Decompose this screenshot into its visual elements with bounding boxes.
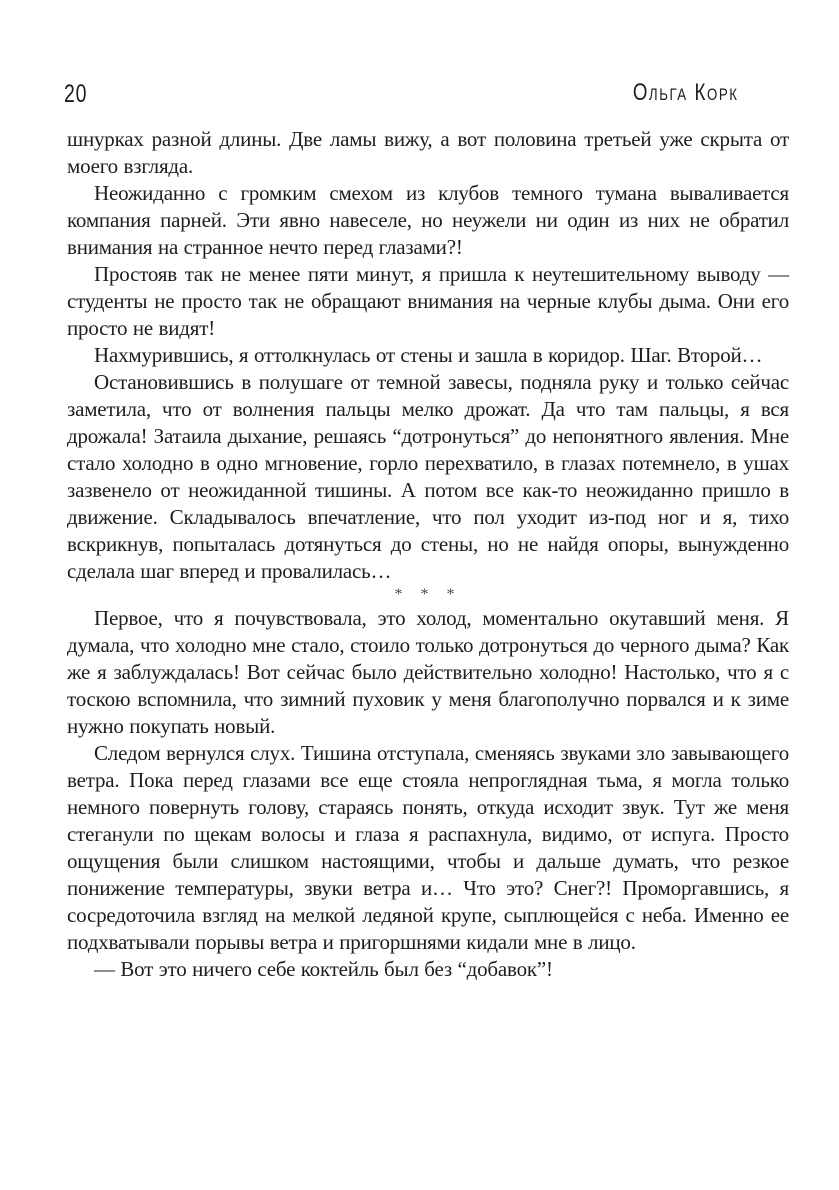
page-number: 20 [64,80,88,108]
running-head-author: Ольга Корк [633,79,739,106]
paragraph: Следом вернулся слух. Тишина отступала, сменяясь звуками зло завывающего ветра. Пока перед глазами все еще стояла непроглядная тьма, я могла только немного повернуть голову, стараясь понять, откуда исходит звук. Тут же меня стеганули по щекам волосы и глаза я распахнула, видимо, от испуга. Просто ощущения были слишком настоящими, чтобы и дальше думать, что резкое понижение температуры, звуки ветра и… Что это? Снег?! Проморгавшись, я сосредоточила взгляд на мелкой ледяной крупе, сыплющейся с неба. Именно ее подхватывали порывы ветра и пригоршнями кидали мне в лицо. [67,741,789,954]
body-text [67,126,789,983]
paragraph: Первое, что я почувствовала, это холод, моментально окутавший меня. Я думала, что холодно мне стало, стоило только дотронуться до черного дыма? Как же я заблуждалась! Вот сейчас было действительно холодно! Настолько, что я с тоскою вспомнила, что зимний пуховик у меня благополучно порвался и к зиме нужно покупать новый. [67,606,789,738]
paragraph: шнурках разной длины. Две ламы вижу, а вот половина третьей уже скрыта от моего взгляда. [67,127,789,178]
paragraph: — Вот это ничего себе коктейль был без “добавок”! [94,957,553,981]
paragraph: Неожиданно с громким смехом из клубов темного тумана вываливается компания парней. Эти явно навеселе, но неужели ни один из них не обратил внимания на странное нечто перед глазами?! [67,181,789,259]
paragraph: Нахмурившись, я оттолкнулась от стены и зашла в коридор. Шаг. Второй… [94,343,763,367]
section-separator: * * * [394,586,462,603]
paragraph: Остановившись в полушаге от темной завесы, подняла руку и только сейчас заметила, что от волнения пальцы мелко дрожат. Да что там пальцы, я вся дрожала! Затаила дыхание, решаясь “дотронуться” до непонятного явления. Мне стало холодно в одно мгновение, горло перехватило, в глазах потемнело, в ушах зазвенело от неожиданной тишины. А потом все как-то неожиданно пришло в движение. Складывалось впечатление, что пол уходит из-под ног и я, тихо вскрикнув, попыталась дотянуться до стены, но не найдя опоры, вынужденно сделала шаг вперед и провалилась… [67,370,789,583]
paragraph: Простояв так не менее пяти минут, я пришла к неутешительному выводу — студенты не просто так не обращают внимания на черные клубы дыма. Они его просто не видят! [67,262,789,340]
